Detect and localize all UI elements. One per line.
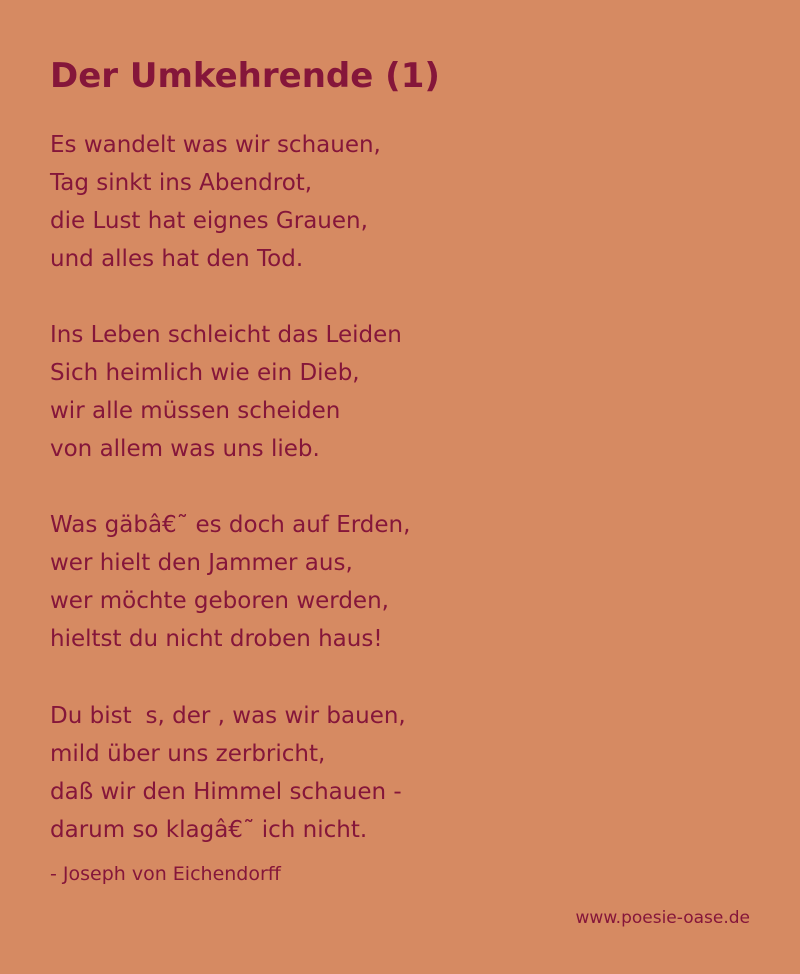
poem-line: Ins Leben schleicht das Leiden [50,322,402,348]
poem-line: von allem was uns lieb. [50,436,320,462]
poem-line: Es wandelt was wir schauen, [50,132,381,158]
stanza-1 [50,126,381,278]
poem-title: Der Umkehrende (1) [50,56,440,96]
stanza-2 [50,316,402,468]
poem-line: Was gäbâ€˜ es doch auf Erden, [50,512,411,538]
poem-line: wer möchte geboren werden, [50,588,389,614]
poem-line: wir alle müssen scheiden [50,398,341,424]
stanza-3 [50,506,410,658]
poem-line: und alles hat den Tod. [50,246,304,272]
website-link[interactable]: www.poesie-oase.de [575,908,750,928]
poem-line: die Lust hat eignes Grauen, [50,208,368,234]
poem-line: daß wir den Himmel schauen - [50,779,402,805]
poem-line: darum so klagâ€˜ ich nicht. [50,817,368,843]
poem-author: - Joseph von Eichendorff [50,863,281,885]
stanza-4 [50,697,406,849]
poem-line: wer hielt den Jammer aus, [50,550,353,576]
poem-line: hieltst du nicht droben haus! [50,626,383,652]
poem-line: Du bists, der , was wir bauen, [50,703,406,729]
poem-line: mild über uns zerbricht, [50,741,326,767]
poem-line: Tag sinkt ins Abendrot, [50,170,313,196]
poem-line: Sich heimlich wie ein Dieb, [50,360,360,386]
